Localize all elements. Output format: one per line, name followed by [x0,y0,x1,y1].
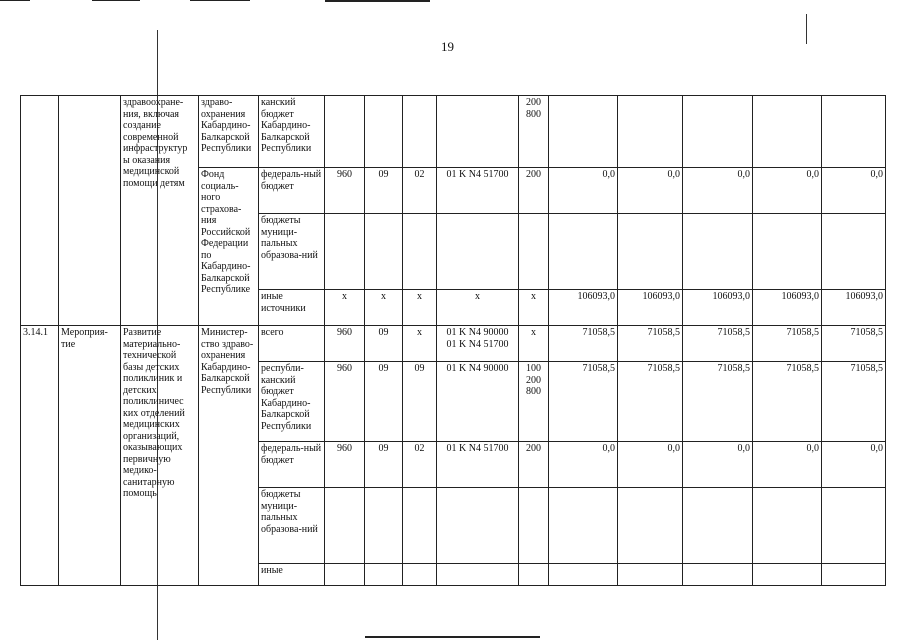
cell-year-2: 0,0 [618,168,683,214]
cell-executor: здраво-охранения Кабардино-Балкарской Республики [199,96,259,168]
cell-rz [365,214,403,290]
cell-source: республи-канский бюджет Кабардино-Балкарской Республики [259,362,325,442]
cell-vr: 100 200 800 [519,362,549,442]
cell-year-2 [618,564,683,586]
cell-source: федераль-ный бюджет [259,442,325,488]
cell-year-3: 71058,5 [683,362,753,442]
cell-vr [519,214,549,290]
cell-year-4 [753,96,822,168]
cell-executor: Фонд социаль-ного страхова-ния Российской Федерации по Кабардино-Балкарской Республике [199,168,259,326]
cell-source: иные [259,564,325,586]
scan-mark [806,14,807,44]
cell-csr: 01 K N4 51700 [437,168,519,214]
cell-vr [519,488,549,564]
cell-status: Мероприя-тие [59,326,121,586]
cell-year-2 [618,96,683,168]
cell-pr: 02 [403,168,437,214]
cell-rz: 09 [365,326,403,362]
cell-grbs [325,488,365,564]
cell-year-1: 0,0 [549,442,618,488]
scan-mark [190,0,250,1]
cell-pr: 09 [403,362,437,442]
cell-pr: x [403,290,437,326]
scan-mark [92,0,140,1]
cell-year-2 [618,214,683,290]
cell-year-4 [753,214,822,290]
cell-year-3: 0,0 [683,442,753,488]
cell-year-2: 71058,5 [618,326,683,362]
cell-year-5: 0,0 [822,442,886,488]
cell-rz [365,564,403,586]
cell-year-3 [683,488,753,564]
cell-csr [437,488,519,564]
cell-rz: x [365,290,403,326]
cell-year-2: 106093,0 [618,290,683,326]
cell-source: канский бюджет Кабардино-Балкарской Республики [259,96,325,168]
cell-year-4: 0,0 [753,168,822,214]
cell-csr: 01 K N4 90000 01 K N4 51700 [437,326,519,362]
cell-vr: x [519,326,549,362]
cell-vr: 200 [519,168,549,214]
page-number: 19 [441,39,454,54]
cell-year-4: 71058,5 [753,326,822,362]
cell-pr [403,488,437,564]
cell-rz: 09 [365,168,403,214]
table-row [21,96,886,168]
cell-grbs [325,564,365,586]
cell-rz: 09 [365,362,403,442]
cell-csr: 01 K N4 90000 [437,362,519,442]
cell-grbs [325,96,365,168]
cell-executor: Министер-ство здраво-охранения Кабардино-Балкарской Республики [199,326,259,586]
cell-source: федераль-ный бюджет [259,168,325,214]
cell-year-1 [549,96,618,168]
cell-number: 3.14.1 [21,326,59,586]
cell-year-5 [822,488,886,564]
budget-table [20,95,886,586]
cell-year-5: 0,0 [822,168,886,214]
cell-rz [365,488,403,564]
cell-pr: 02 [403,442,437,488]
cell-rz: 09 [365,442,403,488]
cell-pr: x [403,326,437,362]
cell-year-2 [618,488,683,564]
cell-source: всего [259,326,325,362]
cell-year-1 [549,214,618,290]
cell-year-1: 71058,5 [549,326,618,362]
cell-vr: x [519,290,549,326]
cell-year-2: 0,0 [618,442,683,488]
cell-csr [437,96,519,168]
cell-year-1 [549,488,618,564]
cell-year-3 [683,96,753,168]
table-row [21,326,886,362]
cell-grbs [325,214,365,290]
cell-name: здравоохране-ния, включая создание современной инфраструктур ы оказания медицинской помощи детям [121,96,199,326]
cell-grbs: 960 [325,442,365,488]
cell-year-3 [683,214,753,290]
cell-grbs: x [325,290,365,326]
cell-year-5 [822,214,886,290]
cell-rz [365,96,403,168]
cell-year-3: 71058,5 [683,326,753,362]
cell-csr [437,564,519,586]
cell-pr [403,96,437,168]
cell-csr: 01 K N4 51700 [437,442,519,488]
cell-grbs: 960 [325,326,365,362]
cell-year-3: 0,0 [683,168,753,214]
cell-year-4: 71058,5 [753,362,822,442]
cell-pr [403,564,437,586]
scan-mark [0,0,30,1]
cell-year-5 [822,96,886,168]
cell-year-4 [753,564,822,586]
cell-year-1: 0,0 [549,168,618,214]
cell-grbs: 960 [325,168,365,214]
cell-year-3: 106093,0 [683,290,753,326]
cell-year-5: 106093,0 [822,290,886,326]
scan-mark [365,636,540,638]
cell-status [59,96,121,326]
cell-year-1: 106093,0 [549,290,618,326]
cell-pr [403,214,437,290]
scan-mark [325,0,430,2]
cell-csr: x [437,290,519,326]
cell-year-3 [683,564,753,586]
cell-year-4: 106093,0 [753,290,822,326]
cell-source: бюджеты муници-пальных образова-ний [259,214,325,290]
cell-name: Развитие материально-технической базы детских поликлиник и детских поликлиничес ких отделений медицинских организаций, оказывающих первичную медико-санитарную помощь [121,326,199,586]
cell-year-2: 71058,5 [618,362,683,442]
cell-vr [519,564,549,586]
cell-year-5 [822,564,886,586]
cell-vr: 200 [519,442,549,488]
cell-vr: 200 800 [519,96,549,168]
cell-year-4: 0,0 [753,442,822,488]
cell-year-1: 71058,5 [549,362,618,442]
cell-grbs: 960 [325,362,365,442]
cell-year-5: 71058,5 [822,362,886,442]
cell-year-1 [549,564,618,586]
cell-year-4 [753,488,822,564]
cell-number [21,96,59,326]
cell-source: иные источники [259,290,325,326]
cell-year-5: 71058,5 [822,326,886,362]
cell-csr [437,214,519,290]
cell-source: бюджеты муници-пальных образова-ний [259,488,325,564]
